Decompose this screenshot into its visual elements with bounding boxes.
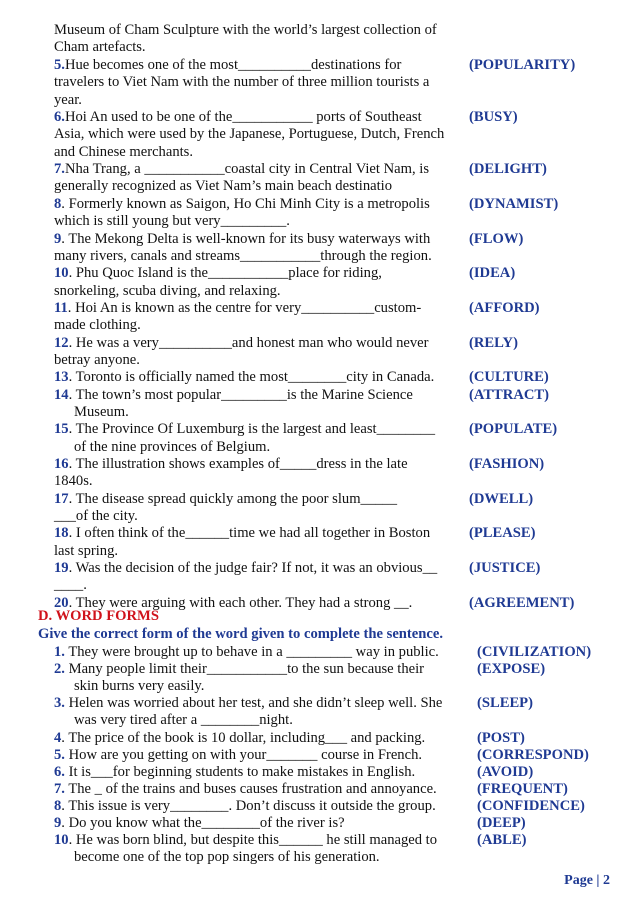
question-text: 1840s.: [54, 473, 93, 490]
question-line: [54, 92, 459, 109]
question-line: [54, 560, 459, 577]
question-number: 19: [54, 560, 69, 577]
question-item: [54, 421, 459, 456]
question-line: [54, 644, 459, 661]
question-number: 7.: [54, 161, 65, 178]
question-line: [54, 248, 459, 265]
question-text: . The illustration shows examples of_____dress in the late: [68, 456, 408, 473]
word-hint: (RELY): [469, 334, 518, 351]
question-text: . Was the decision of the judge fair? If not, it was an obvious__: [68, 560, 438, 577]
question-line: [54, 712, 459, 729]
question-text: . I often think of the______time we had all together in Boston: [68, 525, 431, 542]
question-text: . Formerly known as Saigon, Ho Chi Minh City is a metropolis: [61, 195, 430, 212]
question-number: 8: [54, 797, 62, 814]
question-text: many rivers, canals and streams___________through the region.: [54, 247, 432, 264]
question-line: [54, 730, 459, 747]
question-item: [54, 369, 459, 386]
question-number: 13: [54, 369, 69, 386]
word-hint: (BUSY): [469, 109, 518, 126]
word-hint: (SLEEP): [477, 695, 533, 712]
question-line: [54, 213, 459, 230]
question-text: . Hoi An is known as the centre for very__________custom-: [67, 299, 422, 316]
question-line: [54, 747, 459, 764]
question-text: They were brought up to behave in a _________ way in public.: [64, 644, 439, 660]
question-item: [54, 747, 459, 764]
question-item: [54, 231, 459, 266]
intro-text: Cham artefacts.: [54, 39, 146, 55]
question-text: snorkeling, scuba diving, and relaxing.: [54, 282, 281, 299]
question-item: [54, 730, 459, 747]
question-number: 1.: [54, 644, 65, 660]
word-hint: (CULTURE): [469, 369, 549, 386]
question-text: Many people limit their___________to the sun because their: [64, 661, 425, 678]
question-number: 14: [54, 386, 69, 403]
question-line: [54, 369, 459, 386]
question-text: Hoi An used to be one of the___________ ports of Southeast: [64, 109, 422, 126]
question-item: [54, 300, 459, 335]
question-item: [54, 644, 459, 661]
question-number: 12: [54, 334, 69, 351]
question-line: [54, 57, 459, 74]
question-text: Hue becomes one of the most__________destinations for: [64, 57, 402, 73]
question-text: year.: [54, 91, 82, 108]
question-line: [54, 317, 459, 334]
question-number: 16: [54, 456, 69, 473]
question-number: 9: [54, 815, 62, 831]
word-hint: (CORRESPOND): [477, 746, 589, 763]
question-text: Asia, which were used by the Japanese, Portuguese, Dutch, French: [54, 126, 445, 143]
section-d-instruction: Give the correct form of the word given to complete the sentence.: [38, 626, 443, 642]
question-number: 17: [54, 490, 69, 507]
word-hint: (POPULARITY): [469, 57, 576, 73]
section-d-heading: D. WORD FORMS: [38, 608, 159, 624]
question-line: [54, 764, 459, 781]
question-text: made clothing.: [54, 317, 141, 334]
question-item: [54, 335, 459, 370]
question-line: [54, 473, 459, 490]
question-text: . Phu Quoc Island is the___________place for riding,: [68, 265, 382, 282]
question-text: . Do you know what the________of the river is?: [61, 815, 345, 831]
question-line: [54, 231, 459, 248]
question-line: [54, 491, 459, 508]
word-hint: (FREQUENT): [477, 780, 568, 797]
question-text: become one of the top pop singers of his generation.: [74, 849, 380, 866]
question-text: which is still young but very_________.: [54, 213, 290, 230]
question-text: The _ of the trains and buses causes frustration and annoyance.: [64, 780, 437, 797]
question-line: [54, 74, 459, 91]
question-line: [54, 126, 459, 143]
question-item: [54, 109, 459, 161]
question-number: 8: [54, 195, 62, 212]
question-text: skin burns very easily.: [74, 678, 205, 695]
question-line: [54, 265, 459, 282]
question-item: [54, 196, 459, 231]
question-number: 20: [54, 594, 69, 611]
question-item: [54, 661, 459, 695]
question-text: Helen was worried about her test, and she didn’t sleep well. She: [64, 695, 443, 712]
question-line: [54, 456, 459, 473]
question-text: . Toronto is officially named the most________city in Canada.: [68, 369, 435, 386]
question-line: [54, 678, 459, 695]
intro-text: Museum of Cham Sculpture with the world’s largest collection of: [54, 22, 437, 38]
question-line: [54, 404, 459, 421]
question-number: 2.: [54, 661, 65, 678]
word-hint: (DWELL): [469, 490, 534, 507]
question-line: [54, 144, 459, 161]
question-line: [54, 178, 459, 195]
word-hint: (DELIGHT): [469, 161, 547, 178]
question-item: [54, 265, 459, 300]
word-hint: (POPULATE): [469, 421, 558, 438]
question-number: 6.: [54, 109, 65, 126]
question-text: It is___for beginning students to make mistakes in English.: [64, 763, 416, 780]
word-hint: (AFFORD): [469, 299, 540, 316]
question-item: [54, 387, 459, 422]
question-item: [54, 161, 459, 196]
question-line: [54, 352, 459, 369]
question-text: . The Province Of Luxemburg is the largest and least________: [68, 421, 435, 438]
question-line: [54, 283, 459, 300]
word-hint: (ATTRACT): [469, 386, 549, 403]
question-number: 9: [54, 230, 62, 247]
question-number: 4: [54, 729, 62, 746]
question-text: travelers to Viet Nam with the number of three million tourists a: [54, 74, 430, 91]
word-hint: (PLEASE): [469, 525, 536, 542]
question-text: generally recognized as Viet Nam’s main beach destinatio: [54, 178, 393, 195]
question-number: 11: [54, 299, 68, 316]
question-number: 3.: [54, 695, 65, 712]
word-hint: (CONFIDENCE): [477, 797, 585, 814]
question-item: [54, 560, 459, 595]
question-text: How are you getting on with your_______ course in French.: [64, 746, 423, 763]
question-item: [54, 798, 459, 815]
word-hint: (EXPOSE): [477, 661, 546, 678]
question-text: betray anyone.: [54, 351, 140, 368]
question-item: [54, 695, 459, 729]
word-hint: (ABLE): [477, 832, 527, 849]
question-text: Museum.: [74, 403, 129, 420]
word-hint: (AVOID): [477, 763, 534, 780]
question-text: and Chinese merchants.: [54, 143, 194, 160]
question-line: [54, 421, 459, 438]
word-hint: (POST): [477, 729, 525, 746]
question-item: [54, 764, 459, 781]
question-line: [54, 439, 459, 456]
question-text: . The Mekong Delta is well-known for its busy waterways with: [61, 230, 431, 247]
question-line: [54, 849, 459, 866]
question-number: 6.: [54, 763, 65, 780]
question-number: 10: [54, 265, 69, 282]
question-item: [54, 781, 459, 798]
page-number: Page | 2: [564, 873, 610, 888]
question-text: last spring.: [54, 542, 119, 559]
question-line: [54, 577, 459, 594]
question-item: [54, 491, 459, 526]
question-line: [54, 109, 459, 126]
question-line: [54, 300, 459, 317]
question-line: [54, 695, 459, 712]
question-line: [54, 387, 459, 404]
question-text: ____.: [54, 577, 87, 594]
question-line: [54, 798, 459, 815]
question-item: [54, 456, 459, 491]
question-item: [54, 832, 459, 866]
word-hint: (FASHION): [469, 456, 545, 473]
question-line: [54, 196, 459, 213]
word-hint: (CIVILIZATION): [477, 644, 592, 660]
question-line: [54, 525, 459, 542]
question-number: 10: [54, 832, 69, 849]
question-number: 15: [54, 421, 69, 438]
question-text: ___of the city.: [54, 508, 138, 525]
question-text: . The town’s most popular_________is the Marine Science: [68, 386, 413, 403]
question-number: 7.: [54, 780, 65, 797]
question-item: [54, 525, 459, 560]
question-line: [54, 781, 459, 798]
question-number: 5.: [54, 746, 65, 763]
question-text: . He was a very__________and honest man who would never: [68, 334, 429, 351]
question-item: [54, 815, 459, 832]
question-text: . The disease spread quickly among the poor slum_____: [68, 490, 398, 507]
word-hint: (AGREEMENT): [469, 594, 575, 611]
question-text: . The price of the book is 10 dollar, including___ and packing.: [61, 729, 426, 746]
question-text: of the nine provinces of Belgium.: [74, 438, 271, 455]
question-line: [54, 543, 459, 560]
question-number: 5.: [54, 57, 65, 73]
question-text: . They were arguing with each other. They had a strong __.: [68, 594, 413, 611]
word-hint: (DEEP): [477, 815, 526, 831]
question-item: [54, 57, 459, 109]
question-text: . He was born blind, but despite this______ he still managed to: [68, 832, 438, 849]
word-hint: (IDEA): [469, 265, 516, 282]
question-line: [54, 508, 459, 525]
question-text: . This issue is very________. Don’t discuss it outside the group.: [61, 797, 436, 814]
word-hint: (JUSTICE): [469, 560, 541, 577]
question-text: Nha Trang, a ___________coastal city in Central Viet Nam, is: [64, 161, 430, 178]
word-hint: (FLOW): [469, 230, 524, 247]
question-line: [54, 832, 459, 849]
question-text: was very tired after a ________night.: [74, 712, 293, 729]
question-line: [54, 661, 459, 678]
question-line: [54, 335, 459, 352]
question-line: [54, 161, 459, 178]
word-hint: (DYNAMIST): [469, 195, 559, 212]
question-number: 18: [54, 525, 69, 542]
question-line: [54, 815, 459, 832]
